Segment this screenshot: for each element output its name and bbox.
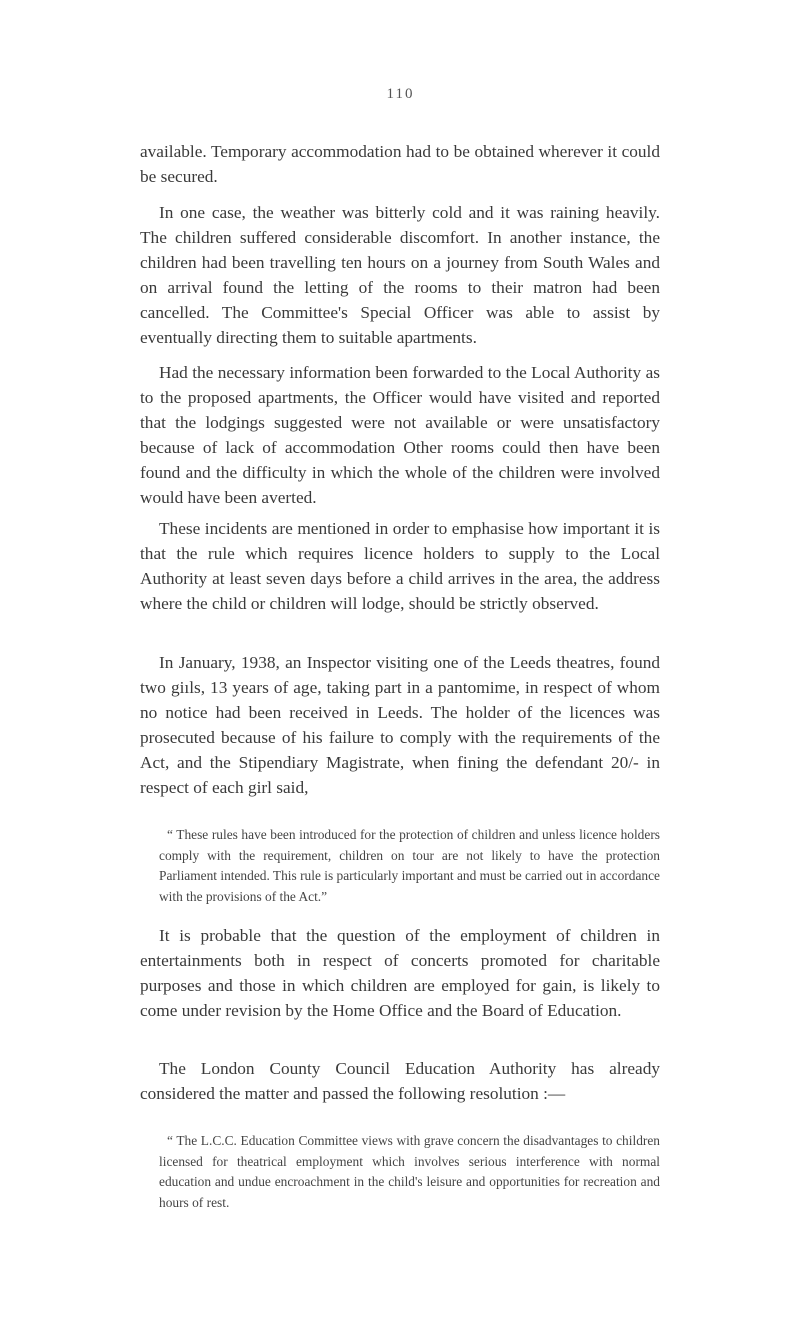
- paragraph-necessary-information: Had the necessary information been forwarded to the Local Authority as to the proposed apartments, the Officer would have visited and reported that the lodgings suggested were not available or were unsatisfactory because of lack of accommodation Other rooms could then have been found and the difficulty in which the whole of the children were involved would have been averted.: [140, 363, 660, 507]
- quote-magistrate: “ These rules have been introduced for the protection of children and unless licence holders comply with the requirement, children on tour are not likely to have the protection Parliament intended. This rule is particularly important and must be carried out in accordance with the provisions of the Act.”: [159, 827, 660, 904]
- page-number: 110: [386, 86, 415, 102]
- paragraph-leeds-inspector: In January, 1938, an Inspector visiting one of the Leeds theatres, found two giıls, 13 years of age, taking part in a pantomime, in respect of whom no notice had been received in Leeds. The holder of the licences was prosecuted because of his failure to comply with the requirements of the Act, and the Stipendiary Magistrate, when fining the defendant 20/- in respect of each girl said,: [140, 653, 660, 797]
- paragraph-weather-incident: In one case, the weather was bitterly cold and it was raining heavily. The children suffered considerable discomfort. In another instance, the children had been travelling ten hours on a journey from South Wales and on arrival found the letting of the rooms to their matron had been cancelled. The Committee's Special Officer was able to assist by eventually directing them to suitable apartments.: [140, 203, 660, 347]
- quote-lcc-committee: “ The L.C.C. Education Committee views with grave concern the disadvantages to children licensed for theatrical employment which involves serious interference with normal education and undue encroachment in the child's leisure and opportunities for recreation and hours of rest.: [159, 1133, 660, 1210]
- paragraph-employment-revision: It is probable that the question of the employment of children in entertainments both in respect of concerts promoted for charitable purposes and those in which children are employed for gain, is likely to come under revision by the Home Office and the Board of Education.: [140, 926, 660, 1020]
- paragraph-incidents-mentioned: These incidents are mentioned in order to emphasise how important it is that the rule which requires licence holders to supply to the Local Authority at least seven days before a child arrives in the area, the address where the child or children will lodge, should be strictly observed.: [140, 519, 660, 613]
- paragraph-continuation: available. Temporary accommodation had to be obtained wherever it could be secured.: [140, 142, 660, 186]
- paragraph-lcc-resolution: The London County Council Education Authority has already considered the matter and passed the following resolution :—: [140, 1059, 660, 1103]
